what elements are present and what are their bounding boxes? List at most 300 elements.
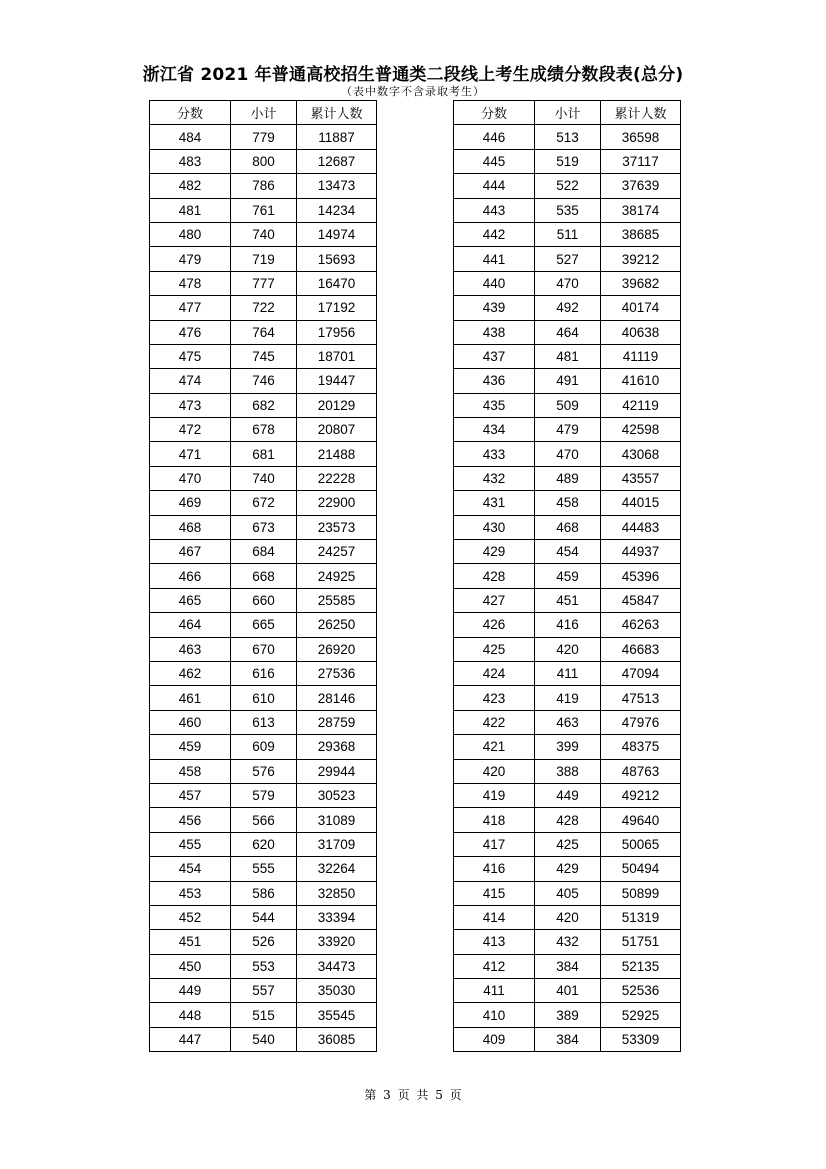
cell-score: 418: [454, 808, 535, 832]
cell-subtotal: 519: [535, 149, 601, 173]
table-row: [454, 881, 681, 905]
cell-cumulative: 13473: [297, 174, 377, 198]
cell-cumulative: 17192: [297, 296, 377, 320]
cell-score: 431: [454, 491, 535, 515]
cell-cumulative: 39682: [601, 271, 681, 295]
table-row: [454, 1003, 681, 1027]
cell-score: 427: [454, 588, 535, 612]
cell-score: 457: [150, 783, 231, 807]
cell-subtotal: 470: [535, 442, 601, 466]
cell-score: 479: [150, 247, 231, 271]
cell-cumulative: 53309: [601, 1027, 681, 1051]
cell-cumulative: 37117: [601, 149, 681, 173]
cell-cumulative: 42598: [601, 418, 681, 442]
table-row: [150, 271, 377, 295]
table-row: [150, 125, 377, 149]
cell-subtotal: 463: [535, 710, 601, 734]
page-footer: 第 3 页 共 5 页: [364, 1088, 462, 1102]
cell-score: 474: [150, 369, 231, 393]
cell-score: 472: [150, 418, 231, 442]
cell-subtotal: 740: [231, 222, 297, 246]
cell-subtotal: 451: [535, 588, 601, 612]
table-row: [454, 198, 681, 222]
cell-subtotal: 429: [535, 857, 601, 881]
cell-cumulative: 15693: [297, 247, 377, 271]
cell-subtotal: 511: [535, 222, 601, 246]
cell-subtotal: 432: [535, 930, 601, 954]
cell-score: 419: [454, 783, 535, 807]
cell-subtotal: 389: [535, 1003, 601, 1027]
cell-cumulative: 20807: [297, 418, 377, 442]
table-row: [150, 759, 377, 783]
header-score: 分数: [454, 101, 535, 125]
cell-subtotal: 399: [535, 735, 601, 759]
cell-subtotal: 526: [231, 930, 297, 954]
cell-score: 412: [454, 954, 535, 978]
table-row: [150, 857, 377, 881]
cell-subtotal: 405: [535, 881, 601, 905]
cell-score: 456: [150, 808, 231, 832]
cell-subtotal: 800: [231, 149, 297, 173]
table-row: [150, 515, 377, 539]
cell-cumulative: 31089: [297, 808, 377, 832]
table-row: [454, 1027, 681, 1051]
cell-score: 422: [454, 710, 535, 734]
cell-score: 461: [150, 686, 231, 710]
score-table-left: [149, 100, 377, 1052]
table-row: [454, 344, 681, 368]
cell-cumulative: 23573: [297, 515, 377, 539]
cell-subtotal: 449: [535, 783, 601, 807]
cell-cumulative: 44483: [601, 515, 681, 539]
cell-score: 447: [150, 1027, 231, 1051]
table-row: [150, 540, 377, 564]
cell-score: 428: [454, 564, 535, 588]
cell-cumulative: 47976: [601, 710, 681, 734]
cell-score: 477: [150, 296, 231, 320]
table-row: [150, 881, 377, 905]
cell-cumulative: 20129: [297, 393, 377, 417]
table-row: [150, 466, 377, 490]
cell-cumulative: 46683: [601, 637, 681, 661]
cell-score: 425: [454, 637, 535, 661]
cell-cumulative: 35545: [297, 1003, 377, 1027]
cell-cumulative: 12687: [297, 149, 377, 173]
cell-subtotal: 522: [535, 174, 601, 198]
table-row: [454, 735, 681, 759]
table-row: [150, 296, 377, 320]
cell-subtotal: 428: [535, 808, 601, 832]
table-row: [150, 613, 377, 637]
table-row: [150, 954, 377, 978]
cell-score: 423: [454, 686, 535, 710]
table-row: [150, 247, 377, 271]
cell-subtotal: 777: [231, 271, 297, 295]
table-row: [454, 930, 681, 954]
cell-score: 463: [150, 637, 231, 661]
cell-score: 417: [454, 832, 535, 856]
cell-score: 440: [454, 271, 535, 295]
cell-subtotal: 555: [231, 857, 297, 881]
cell-score: 458: [150, 759, 231, 783]
cell-subtotal: 745: [231, 344, 297, 368]
cell-score: 438: [454, 320, 535, 344]
cell-cumulative: 40638: [601, 320, 681, 344]
cell-subtotal: 576: [231, 759, 297, 783]
cell-score: 437: [454, 344, 535, 368]
table-header-row: [150, 101, 377, 125]
cell-cumulative: 24257: [297, 540, 377, 564]
cell-subtotal: 425: [535, 832, 601, 856]
cell-subtotal: 557: [231, 979, 297, 1003]
table-row: [150, 564, 377, 588]
table-row: [150, 905, 377, 929]
cell-score: 439: [454, 296, 535, 320]
cell-subtotal: 786: [231, 174, 297, 198]
cell-cumulative: 36598: [601, 125, 681, 149]
cell-subtotal: 479: [535, 418, 601, 442]
cell-subtotal: 670: [231, 637, 297, 661]
cell-subtotal: 481: [535, 344, 601, 368]
cell-subtotal: 527: [535, 247, 601, 271]
table-row: [150, 1027, 377, 1051]
table-row: [150, 710, 377, 734]
table-row: [454, 808, 681, 832]
table-row: [150, 979, 377, 1003]
cell-subtotal: 384: [535, 1027, 601, 1051]
cell-subtotal: 673: [231, 515, 297, 539]
cell-subtotal: 620: [231, 832, 297, 856]
cell-cumulative: 45847: [601, 588, 681, 612]
cell-score: 469: [150, 491, 231, 515]
cell-score: 413: [454, 930, 535, 954]
cell-cumulative: 22900: [297, 491, 377, 515]
cell-cumulative: 31709: [297, 832, 377, 856]
header-score: 分数: [150, 101, 231, 125]
cell-score: 420: [454, 759, 535, 783]
table-row: [454, 418, 681, 442]
table-row: [150, 222, 377, 246]
cell-cumulative: 14974: [297, 222, 377, 246]
cell-subtotal: 513: [535, 125, 601, 149]
cell-score: 467: [150, 540, 231, 564]
cell-score: 483: [150, 149, 231, 173]
table-row: [454, 783, 681, 807]
header-subtotal: 小计: [231, 101, 297, 125]
table-row: [150, 686, 377, 710]
table-row: [454, 442, 681, 466]
cell-score: 435: [454, 393, 535, 417]
cell-cumulative: 47094: [601, 661, 681, 685]
table-row: [454, 393, 681, 417]
cell-subtotal: 660: [231, 588, 297, 612]
cell-score: 430: [454, 515, 535, 539]
cell-cumulative: 49212: [601, 783, 681, 807]
cell-subtotal: 779: [231, 125, 297, 149]
cell-score: 481: [150, 198, 231, 222]
cell-cumulative: 46263: [601, 613, 681, 637]
cell-cumulative: 48375: [601, 735, 681, 759]
cell-subtotal: 682: [231, 393, 297, 417]
cell-score: 452: [150, 905, 231, 929]
table-row: [454, 320, 681, 344]
cell-subtotal: 420: [535, 905, 601, 929]
table-row: [454, 588, 681, 612]
cell-subtotal: 665: [231, 613, 297, 637]
cell-score: 455: [150, 832, 231, 856]
cell-score: 445: [454, 149, 535, 173]
cell-cumulative: 52135: [601, 954, 681, 978]
table-row: [150, 491, 377, 515]
table-row: [150, 198, 377, 222]
cell-subtotal: 544: [231, 905, 297, 929]
cell-cumulative: 45396: [601, 564, 681, 588]
cell-subtotal: 459: [535, 564, 601, 588]
table-row: [150, 320, 377, 344]
cell-score: 416: [454, 857, 535, 881]
cell-subtotal: 613: [231, 710, 297, 734]
cell-subtotal: 509: [535, 393, 601, 417]
cell-score: 464: [150, 613, 231, 637]
cell-score: 432: [454, 466, 535, 490]
cell-cumulative: 41119: [601, 344, 681, 368]
cell-score: 473: [150, 393, 231, 417]
cell-cumulative: 47513: [601, 686, 681, 710]
cell-cumulative: 52536: [601, 979, 681, 1003]
cell-subtotal: 553: [231, 954, 297, 978]
cell-subtotal: 722: [231, 296, 297, 320]
cell-cumulative: 30523: [297, 783, 377, 807]
table-row: [150, 149, 377, 173]
cell-score: 451: [150, 930, 231, 954]
cell-score: 434: [454, 418, 535, 442]
cell-subtotal: 401: [535, 979, 601, 1003]
cell-subtotal: 388: [535, 759, 601, 783]
cell-cumulative: 39212: [601, 247, 681, 271]
cell-subtotal: 515: [231, 1003, 297, 1027]
cell-cumulative: 42119: [601, 393, 681, 417]
cell-cumulative: 32850: [297, 881, 377, 905]
cell-subtotal: 411: [535, 661, 601, 685]
cell-subtotal: 540: [231, 1027, 297, 1051]
table-row: [150, 783, 377, 807]
cell-score: 426: [454, 613, 535, 637]
table-row: [150, 442, 377, 466]
cell-cumulative: 50065: [601, 832, 681, 856]
cell-cumulative: 17956: [297, 320, 377, 344]
cell-cumulative: 11887: [297, 125, 377, 149]
cell-cumulative: 18701: [297, 344, 377, 368]
cell-subtotal: 610: [231, 686, 297, 710]
header-cumulative: 累计人数: [297, 101, 377, 125]
cell-score: 466: [150, 564, 231, 588]
table-row: [454, 637, 681, 661]
cell-cumulative: 41610: [601, 369, 681, 393]
cell-subtotal: 672: [231, 491, 297, 515]
cell-score: 471: [150, 442, 231, 466]
cell-cumulative: 38174: [601, 198, 681, 222]
table-row: [150, 735, 377, 759]
cell-score: 449: [150, 979, 231, 1003]
table-row: [454, 125, 681, 149]
cell-cumulative: 26920: [297, 637, 377, 661]
cell-score: 444: [454, 174, 535, 198]
cell-cumulative: 40174: [601, 296, 681, 320]
table-row: [454, 686, 681, 710]
table-row: [150, 808, 377, 832]
cell-subtotal: 586: [231, 881, 297, 905]
cell-cumulative: 50494: [601, 857, 681, 881]
cell-subtotal: 420: [535, 637, 601, 661]
cell-subtotal: 761: [231, 198, 297, 222]
table-row: [454, 759, 681, 783]
cell-score: 415: [454, 881, 535, 905]
table-row: [454, 564, 681, 588]
cell-score: 443: [454, 198, 535, 222]
table-row: [454, 222, 681, 246]
cell-score: 442: [454, 222, 535, 246]
table-row: [454, 905, 681, 929]
cell-cumulative: 14234: [297, 198, 377, 222]
cell-score: 465: [150, 588, 231, 612]
table-row: [454, 661, 681, 685]
table-row: [150, 930, 377, 954]
table-row: [150, 369, 377, 393]
cell-subtotal: 668: [231, 564, 297, 588]
cell-score: 459: [150, 735, 231, 759]
cell-score: 436: [454, 369, 535, 393]
cell-score: 460: [150, 710, 231, 734]
header-subtotal: 小计: [535, 101, 601, 125]
cell-cumulative: 29368: [297, 735, 377, 759]
cell-cumulative: 43557: [601, 466, 681, 490]
cell-score: 450: [150, 954, 231, 978]
cell-cumulative: 19447: [297, 369, 377, 393]
cell-cumulative: 43068: [601, 442, 681, 466]
cell-cumulative: 26250: [297, 613, 377, 637]
cell-score: 454: [150, 857, 231, 881]
table-row: [454, 857, 681, 881]
cell-score: 453: [150, 881, 231, 905]
cell-cumulative: 52925: [601, 1003, 681, 1027]
cell-score: 421: [454, 735, 535, 759]
cell-cumulative: 33920: [297, 930, 377, 954]
cell-score: 441: [454, 247, 535, 271]
cell-score: 470: [150, 466, 231, 490]
cell-cumulative: 33394: [297, 905, 377, 929]
cell-score: 462: [150, 661, 231, 685]
table-row: [454, 979, 681, 1003]
cell-subtotal: 470: [535, 271, 601, 295]
cell-cumulative: 16470: [297, 271, 377, 295]
cell-score: 409: [454, 1027, 535, 1051]
cell-subtotal: 609: [231, 735, 297, 759]
cell-cumulative: 37639: [601, 174, 681, 198]
cell-cumulative: 25585: [297, 588, 377, 612]
cell-cumulative: 32264: [297, 857, 377, 881]
cell-score: 424: [454, 661, 535, 685]
table-row: [454, 296, 681, 320]
table-row: [454, 540, 681, 564]
cell-subtotal: 489: [535, 466, 601, 490]
cell-cumulative: 44937: [601, 540, 681, 564]
table-header-row: [454, 101, 681, 125]
table-row: [150, 661, 377, 685]
cell-subtotal: 491: [535, 369, 601, 393]
cell-score: 448: [150, 1003, 231, 1027]
cell-subtotal: 416: [535, 613, 601, 637]
cell-score: 482: [150, 174, 231, 198]
page-subtitle: （表中数字不含录取考生）: [341, 85, 485, 98]
table-row: [454, 149, 681, 173]
table-row: [454, 491, 681, 515]
cell-cumulative: 38685: [601, 222, 681, 246]
table-row: [150, 832, 377, 856]
cell-cumulative: 22228: [297, 466, 377, 490]
cell-cumulative: 36085: [297, 1027, 377, 1051]
score-table-right: [453, 100, 681, 1052]
cell-subtotal: 454: [535, 540, 601, 564]
table-row: [454, 613, 681, 637]
cell-score: 484: [150, 125, 231, 149]
cell-cumulative: 28146: [297, 686, 377, 710]
cell-cumulative: 50899: [601, 881, 681, 905]
table-row: [454, 832, 681, 856]
cell-cumulative: 34473: [297, 954, 377, 978]
cell-subtotal: 719: [231, 247, 297, 271]
cell-score: 478: [150, 271, 231, 295]
cell-score: 480: [150, 222, 231, 246]
table-row: [454, 174, 681, 198]
cell-cumulative: 44015: [601, 491, 681, 515]
cell-score: 410: [454, 1003, 535, 1027]
cell-cumulative: 51319: [601, 905, 681, 929]
cell-subtotal: 419: [535, 686, 601, 710]
table-row: [150, 418, 377, 442]
cell-subtotal: 492: [535, 296, 601, 320]
cell-subtotal: 384: [535, 954, 601, 978]
cell-subtotal: 684: [231, 540, 297, 564]
cell-cumulative: 21488: [297, 442, 377, 466]
table-row: [150, 588, 377, 612]
cell-subtotal: 566: [231, 808, 297, 832]
table-row: [454, 369, 681, 393]
table-row: [150, 393, 377, 417]
cell-subtotal: 740: [231, 466, 297, 490]
cell-score: 411: [454, 979, 535, 1003]
cell-score: 433: [454, 442, 535, 466]
cell-cumulative: 27536: [297, 661, 377, 685]
table-row: [454, 271, 681, 295]
cell-score: 429: [454, 540, 535, 564]
cell-subtotal: 458: [535, 491, 601, 515]
cell-cumulative: 48763: [601, 759, 681, 783]
table-row: [150, 174, 377, 198]
cell-cumulative: 35030: [297, 979, 377, 1003]
cell-cumulative: 29944: [297, 759, 377, 783]
cell-subtotal: 616: [231, 661, 297, 685]
page-title: 浙江省 2021 年普通高校招生普通类二段线上考生成绩分数段表(总分): [142, 65, 684, 85]
cell-score: 414: [454, 905, 535, 929]
table-row: [454, 954, 681, 978]
cell-cumulative: 24925: [297, 564, 377, 588]
cell-score: 468: [150, 515, 231, 539]
cell-subtotal: 764: [231, 320, 297, 344]
table-row: [454, 710, 681, 734]
cell-subtotal: 468: [535, 515, 601, 539]
cell-subtotal: 464: [535, 320, 601, 344]
table-row: [454, 515, 681, 539]
